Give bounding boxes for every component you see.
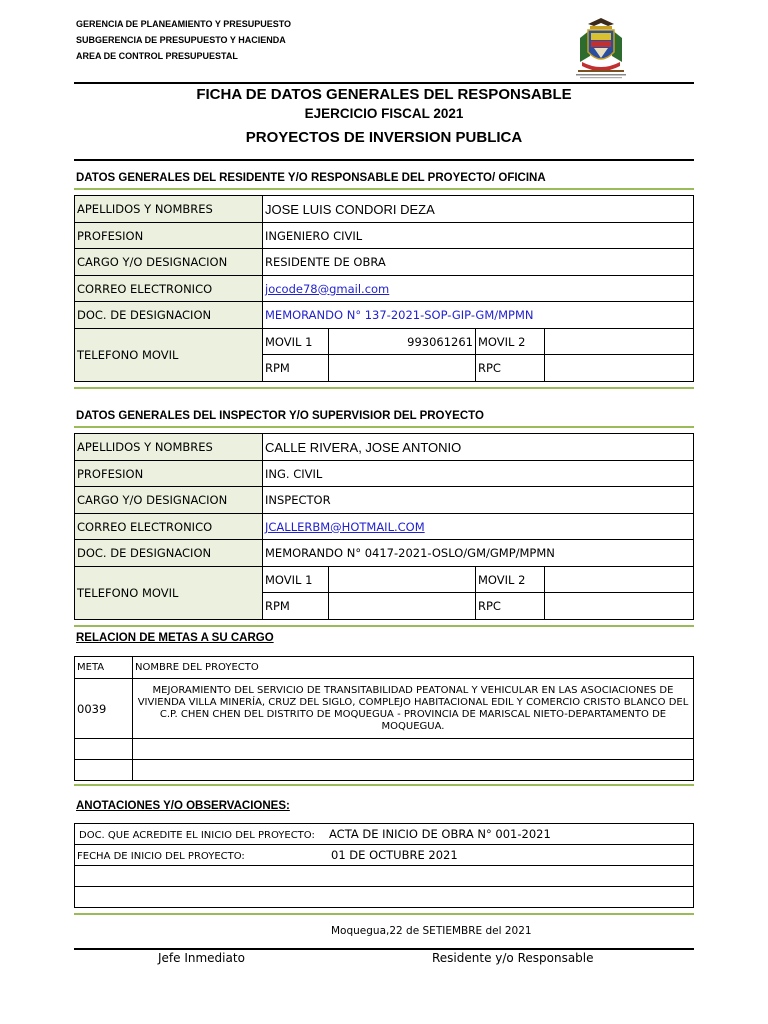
inspector-profession-value: ING. CIVIL: [263, 461, 694, 487]
resident-doc-value: MEMORANDO N° 137-2021-SOP-GIP-GM/MPMN: [263, 302, 694, 329]
resident-movil2-label: MOVIL 2: [476, 329, 545, 355]
resident-cargo-label: CARGO Y/O DESIGNACION: [75, 249, 263, 276]
inspector-name-label: APELLIDOS Y NOMBRES: [75, 434, 263, 461]
inspector-name-value: CALLE RIVERA, JOSE ANTONIO: [263, 434, 694, 461]
inspector-email-label: CORREO ELECTRONICO: [75, 514, 263, 540]
page-title: FICHA DE DATOS GENERALES DEL RESPONSABLE: [196, 86, 572, 103]
resident-bottom-rule: [74, 387, 694, 389]
resident-rpm-label: RPM: [263, 355, 329, 382]
resident-movil2-value: [545, 329, 694, 355]
projects-subtitle: PROYECTOS DE INVERSION PUBLICA: [245, 129, 523, 146]
municipal-seal-logo: [568, 16, 634, 82]
inspector-rpc-label: RPC: [476, 593, 545, 620]
resident-rpc-value: [545, 355, 694, 382]
resident-phone-label: TELEFONO MOVIL: [75, 329, 263, 382]
inspector-doc-label: DOC. DE DESIGNACION: [75, 540, 263, 567]
metas-col-meta: META: [75, 657, 133, 679]
title-rule: [74, 159, 694, 161]
notes-empty-row: [75, 887, 694, 908]
inspector-movil2-value: [545, 567, 694, 593]
resident-profession-value: INGENIERO CIVIL: [263, 223, 694, 249]
signature-rule: [74, 948, 694, 950]
signature-right: Residente y/o Responsable: [432, 951, 594, 965]
meta-empty-cell: [75, 760, 133, 781]
resident-table: [74, 195, 694, 382]
meta-empty-cell: [133, 739, 694, 760]
header-line-2: SUBGERENCIA DE PRESUPUESTO Y HACIENDA: [76, 35, 286, 45]
inspector-cargo-label: CARGO Y/O DESIGNACION: [75, 487, 263, 514]
metas-section-title: RELACION DE METAS A SU CARGO: [76, 632, 274, 644]
resident-doc-label: DOC. DE DESIGNACION: [75, 302, 263, 329]
signature-left: Jefe Inmediato: [158, 951, 245, 965]
resident-movil1-label: MOVIL 1: [263, 329, 329, 355]
resident-name-label: APELLIDOS Y NOMBRES: [75, 196, 263, 223]
inspector-email-link[interactable]: JCALLERBM@HOTMAIL.COM: [265, 519, 425, 534]
fiscal-year-subtitle: EJERCICIO FISCAL 2021: [304, 106, 464, 121]
resident-section-title: DATOS GENERALES DEL RESIDENTE Y/O RESPONSABLE DEL PROYECTO/ OFICINA: [76, 172, 546, 184]
inspector-section-title: DATOS GENERALES DEL INSPECTOR Y/O SUPERVISIOR DEL PROYECTO: [76, 410, 484, 422]
header-line-3: AREA DE CONTROL PRESUPUESTAL: [76, 51, 238, 61]
inspector-bottom-rule: [74, 625, 694, 627]
header-line-1: GERENCIA DE PLANEAMIENTO Y PRESUPUESTO: [76, 19, 292, 29]
notes-doc-value: ACTA DE INICIO DE OBRA N° 001-2021: [329, 827, 551, 841]
inspector-movil1-label: MOVIL 1: [263, 567, 329, 593]
inspector-rpm-label: RPM: [263, 593, 329, 620]
resident-rpc-label: RPC: [476, 355, 545, 382]
inspector-cargo-value: INSPECTOR: [263, 487, 694, 514]
inspector-rpm-value: [329, 593, 476, 620]
notes-bottom-rule: [74, 913, 694, 915]
inspector-table: [74, 433, 694, 620]
metas-bottom-rule: [74, 784, 694, 786]
resident-email-label: CORREO ELECTRONICO: [75, 276, 263, 302]
notes-table: [74, 823, 694, 908]
meta-empty-cell: [133, 760, 694, 781]
inspector-doc-value: MEMORANDO N° 0417-2021-OSLO/GM/GMP/MPMN: [263, 540, 694, 567]
place-date: Moquegua,22 de SETIEMBRE del 2021: [331, 925, 532, 937]
notes-date-label: FECHA DE INICIO DEL PROYECTO:: [77, 851, 245, 862]
notes-empty-row: [75, 866, 694, 887]
metas-col-name: NOMBRE DEL PROYECTO: [133, 657, 694, 679]
resident-rpm-value: [329, 355, 476, 382]
notes-date-value: 01 DE OCTUBRE 2021: [331, 848, 458, 862]
resident-movil1-value: 993061261: [329, 329, 476, 355]
notes-section-title: ANOTACIONES Y/O OBSERVACIONES:: [76, 800, 290, 812]
meta-project-name: MEJORAMIENTO DEL SERVICIO DE TRANSITABILIDAD PEATONAL Y VEHICULAR EN LAS ASOCIACIONES DE VIVIENDA VILLA MINERÍA, CRUZ DEL SIGLO, COMPLEJO HABITACIONAL EDIL Y COMERCIO CRISTO BLANCO DEL C.P. CHEN CHEN DEL DISTRITO DE MOQUEGUA - PROVINCIA DE MARISCAL NIETO-DEPARTAMENTO DE MOQUEGUA.: [133, 679, 694, 739]
inspector-section-rule: [74, 426, 694, 428]
header-rule: [74, 82, 694, 84]
resident-profession-label: PROFESION: [75, 223, 263, 249]
inspector-phone-label: TELEFONO MOVIL: [75, 567, 263, 620]
meta-empty-cell: [75, 739, 133, 760]
resident-section-rule: [74, 188, 694, 190]
inspector-profession-label: PROFESION: [75, 461, 263, 487]
inspector-movil1-value: [329, 567, 476, 593]
resident-cargo-value: RESIDENTE DE OBRA: [263, 249, 694, 276]
inspector-rpc-value: [545, 593, 694, 620]
resident-name-value: JOSE LUIS CONDORI DEZA: [263, 196, 694, 223]
notes-doc-label: DOC. QUE ACREDITE EL INICIO DEL PROYECTO:: [79, 830, 315, 841]
resident-email-link[interactable]: jocode78@gmail.com: [265, 281, 390, 296]
metas-table: [74, 656, 694, 781]
meta-code: 0039: [75, 679, 133, 739]
inspector-movil2-label: MOVIL 2: [476, 567, 545, 593]
